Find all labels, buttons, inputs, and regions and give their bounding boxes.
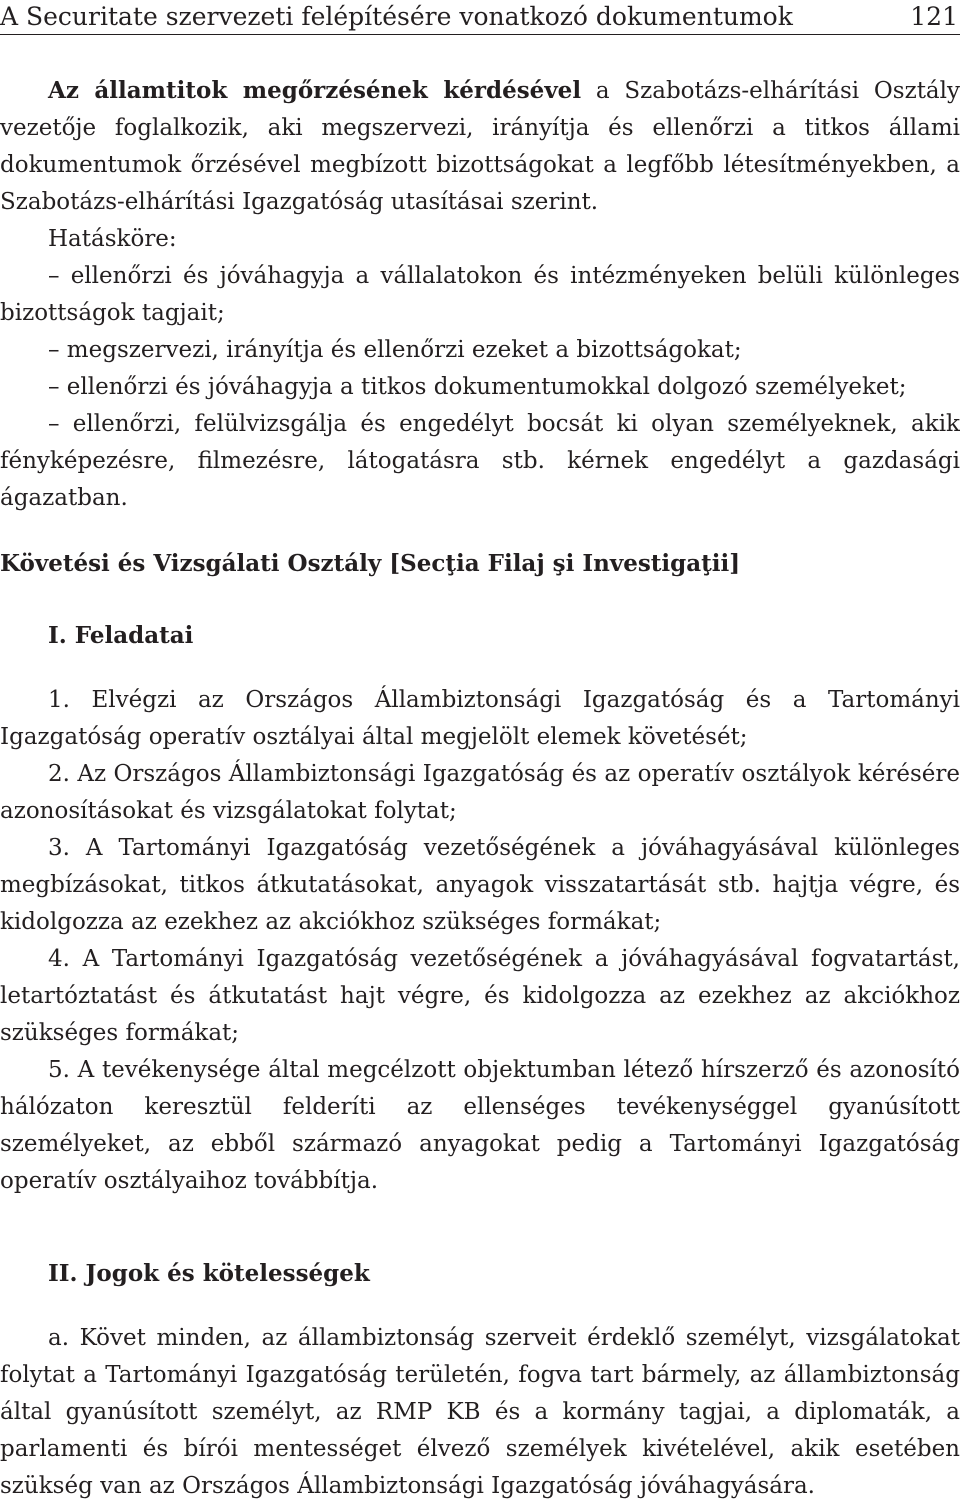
running-title: A Securitate szervezeti felépítésére vonatkozó dokumentumok [0, 2, 793, 31]
competence-item: – ellenőrzi és jóváhagyja a titkos dokumentumokkal dolgozó személyeket; [48, 374, 907, 400]
competence-item: – ellenőrzi, felülvizsgálja és engedélyt bocsát ki olyan személyeknek, akik fényképezésre, filmezésre, látogatásra stb. kérnek engedélyt a gazdasági ágazatban. [0, 411, 960, 511]
running-header [0, 0, 960, 35]
intro-bold-lead: Az államtitok megőrzésének kérdésével [48, 77, 582, 104]
task-item: 3. A Tartományi Igazgatóság vezetőségének a jóváhagyásával különleges megbízásokat, titkos átkutatásokat, anyagok visszatartását stb. hajtja végre, és kidolgozza az ezekhez az akciókhoz szükséges formákat; [0, 835, 960, 935]
part2-heading: II. Jogok és kötelességek [48, 1260, 370, 1287]
task-item: 4. A Tartományi Igazgatóság vezetőségének a jóváhagyásával fogvatartást, letartóztatást és átkutatást hajt végre, és kidolgozza az ezekhez az akciókhoz szükséges formákat; [0, 946, 960, 1046]
rights-item: a. Követ minden, az állambiztonság szerveit érdeklő személyt, vizsgálatokat folytat a Tartományi Igazgatóság területén, fogva tart bármely, az állambiztonság által gyanúsított személyt, az RMP KB és a kormány tagjai, a diplomaták, a parlamenti és bírói mentességet élvező személyek kivételével, akik esetében szükség van az Országos Állambiztonsági Igazgatóság jóváhagyására. [0, 1325, 960, 1499]
task-item: 1. Elvégzi az Országos Állambiztonsági Igazgatóság és a Tartományi Igazgatóság operatív osztályai által megjelölt elemek követését; [0, 687, 960, 750]
task-item: 5. A tevékenysége által megcélzott objektumban létező hírszerző és azonosító hálózaton keresztül felderíti az ellenséges tevékenységgel gyanúsított személyeket, az ebből származó anyagokat pedig a Tartományi Igazgatóság operatív osztályaihoz továbbítja. [0, 1057, 960, 1194]
page-body [0, 72, 960, 1505]
section-title: Követési és Vizsgálati Osztály [Secţia Filaj şi Investigaţii] [0, 550, 741, 577]
page-number: 121 [910, 2, 958, 31]
intro-paragraph [0, 72, 960, 221]
task-item: 2. Az Országos Állambiztonsági Igazgatóság és az operatív osztályok kérésére azonosításokat és vizsgálatokat folytat; [0, 761, 960, 824]
competence-label: Hatásköre: [48, 226, 177, 252]
competence-item: – megszervezi, irányítja és ellenőrzi ezeket a bizottságokat; [48, 337, 742, 363]
part1-heading: I. Feladatai [48, 622, 194, 649]
competence-item: – ellenőrzi és jóváhagyja a vállalatokon és intézményeken belüli különleges bizottságok tagjait; [0, 263, 960, 326]
intro-text: a Szabotázs-elhárítási Osztály vezetője foglalkozik, aki megszervezi, irányítja és ellenőrzi a titkos állami dokumentumok őrzésével megbízott bizottságokat a legfőbb létesítményekben, a Szabotázs-elhárítási Igazgatóság utasításai szerint. [0, 78, 960, 215]
